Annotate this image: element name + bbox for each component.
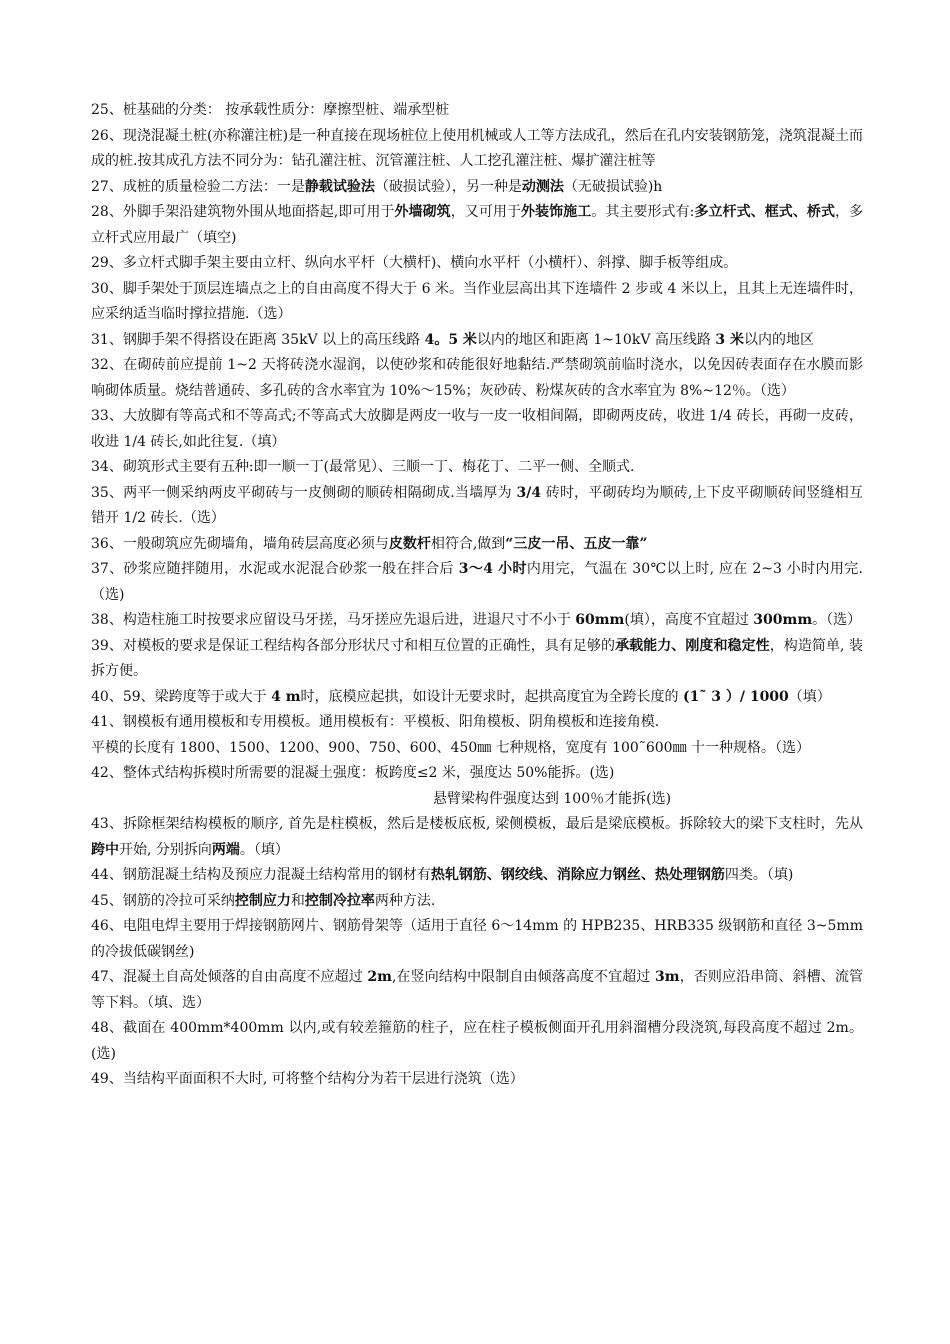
text-run: 36、一般砌筑应先砌墙角，墙角砖层高度必须与 [91, 535, 389, 552]
text-run: 49、当结构平面面积不大时, 可将整个结构分为若干层进行浇筑（选） [91, 1071, 524, 1087]
bold-text: 跨中 [91, 841, 119, 858]
paragraph-item [91, 787, 863, 813]
text-run: ，多立杆式应用最广（填空) [91, 204, 864, 246]
paragraph-item [91, 685, 863, 711]
bold-text: 4 m [271, 688, 301, 705]
text-run: 。其主要形式有: [591, 204, 695, 220]
bold-text: 承载能力、刚度和稳定性 [615, 637, 770, 654]
paragraph-item [91, 277, 863, 328]
paragraph-item [91, 889, 863, 915]
bold-text: 控制冷拉率 [304, 892, 375, 909]
text-run: （无破损试验)h [563, 178, 663, 195]
text-run: 28、外脚手架沿建筑物外围从地面搭起,即可用于 [91, 204, 395, 220]
text-run: 。（填） [239, 841, 289, 858]
text-run: 26、现浇混凝土桩(亦称灌注桩)是一种直接在现场桩位上使用机械或人工等方法成孔，然后在孔内安装钢筋笼，浇筑混凝土而成的桩.按其成孔方法不同分为：钻孔灌注桩、沉管灌注桩、人工挖孔灌注桩、爆扩灌注桩等 [91, 127, 863, 169]
paragraph-item [91, 98, 863, 124]
text-run: (填），高度不宜超过 [624, 612, 754, 628]
paragraph-item [91, 608, 863, 634]
text-run: ，否则应沿串筒、斜槽、流管等下料。（填、选） [91, 969, 864, 1011]
text-run: 开始, 分别拆向 [119, 841, 212, 858]
paragraph-item [91, 353, 863, 404]
text-run: 47、混凝土自高处倾落的自由高度不应超过 [91, 969, 368, 985]
text-run: ，又可用于 [450, 204, 521, 220]
text-run: ,在竖向结构中限制自由倾落高度不宜超过 [391, 969, 656, 985]
paragraph-item [91, 557, 863, 608]
bold-text: 300mm [753, 612, 813, 628]
text-run: ，构造简单, 装拆方便。 [91, 637, 863, 679]
text-run: 34、砌筑形式主要有五种:即一顺一丁(最常见）、三顺一丁、梅花丁、二平一侧、全顺式. [91, 459, 635, 475]
paragraph-item [91, 965, 863, 1016]
bold-text: 皮数杆 [388, 535, 431, 552]
bold-text: 静载试验法 [304, 178, 375, 195]
paragraph-item [91, 328, 863, 354]
bold-text: 4。5 米 [424, 331, 477, 348]
text-run: 35、两平一侧采纳两皮平砌砖与一皮侧砌的顺砖相隔砌成.当墙厚为 [91, 484, 517, 501]
text-run: 平模的长度有 1800、1500、1200、900、750、600、450㎜ 七种规格，宽度有 100˜600㎜ 十一种规格。（选） [91, 739, 811, 756]
text-run: 内用完，气温在 30℃以上时, 应在 2~3 小时内用完.（选) [91, 561, 864, 603]
text-run: 32、在砌砖前应提前 1~2 天将砖浇水湿润，以使砂浆和砖能很好地黏结.严禁砌筑前临时浇水，以免因砖表面存在水膜而影响砌体质量。烧结普通砖、多孔砖的含水率宜为 10%～15%；灰砂砖、粉煤灰砖的含水率宜为 8%~12％。（选） [91, 357, 863, 399]
bold-text: 2m [367, 969, 392, 985]
paragraph-item [91, 251, 863, 277]
document-page [91, 98, 863, 1093]
paragraph-item [91, 634, 863, 685]
text-run: 以内的地区和距离 1~10kV 高压线路 [476, 331, 716, 348]
bold-text: 控制应力 [234, 892, 291, 909]
text-run: 45、钢筋的冷拉可采纳 [91, 892, 235, 909]
text-run: 四类。（填) [724, 867, 794, 883]
text-run: （填） [788, 688, 831, 705]
text-run: 时，底模应起拱，如设计无要求时，起拱高度宜为全跨长度的 [300, 688, 683, 705]
paragraph-item [91, 1016, 863, 1067]
bold-text: 外装饰施工 [521, 204, 592, 220]
text-run: 42、整体式结构拆模时所需要的混凝土强度：板跨度≤2 米，强度达 50%能拆。(选) [91, 765, 615, 781]
paragraph-item [91, 404, 863, 455]
paragraph-item [91, 481, 863, 532]
bold-text: 3～4 小时 [458, 561, 527, 577]
text-run: 48、截面在 400mm*400mm 以内,或有较差箍筋的柱子，应在柱子模板侧面开孔用斜溜槽分段浇筑,每段高度不超过 2m。(选) [91, 1020, 863, 1062]
bold-text: “三皮一吊、五皮一靠” [505, 535, 648, 552]
text-run: 29、多立杆式脚手架主要由立杆、纵向水平杆（大横杆)、横向水平杆（小横杆）、斜撑、脚手板等组成。 [91, 255, 738, 271]
text-run: 37、砂浆应随拌随用，水泥或水泥混合砂浆一般在拌合后 [91, 561, 459, 577]
text-run: 两种方法. [374, 892, 436, 909]
paragraph-item [91, 736, 863, 762]
bold-text: 3 米 [715, 331, 744, 348]
text-run: 46、电阻电焊主要用于焊接钢筋网片、钢筋骨架等（适用于直径 6～14mm 的 HPB235、HRB335 级钢筋和直径 3~5mm 的冷拔低碳钢丝) [91, 918, 863, 960]
text-run: 41、钢模板有通用模板和专用模板。通用模板有：平模板、阳角模板、阴角模板和连接角模. [91, 714, 660, 730]
paragraph-item [91, 455, 863, 481]
bold-text: 动测法 [521, 178, 564, 195]
text-run: 38、构造柱施工时按要求应留设马牙搓，马牙搓应先退后进，进退尺寸不小于 [91, 612, 576, 628]
bold-text: 60mm [575, 612, 625, 628]
text-run: 。（选） [812, 612, 862, 628]
paragraph-item [91, 761, 863, 787]
text-run: 悬臂梁构件强度达到 100％才能拆(选) [432, 790, 672, 807]
bold-text: (1˜ 3 ）/ 1000 [682, 688, 789, 705]
bold-text: 热轧钢筋、钢绞线、消除应力钢丝、热处理钢筋 [430, 867, 725, 883]
text-run: 27、成桩的质量检验二方法：一是 [91, 178, 305, 195]
text-run: 30、脚手架处于顶层连墙点之上的自由高度不得大于 6 米。当作业层高出其下连墙件 2 步或 4 米以上，且其上无连墙件时，应采纳适当临时撑拉措施.（选） [91, 280, 863, 322]
paragraph-item [91, 175, 863, 201]
paragraph-item [91, 710, 863, 736]
bold-text: 外墙砌筑 [394, 204, 451, 220]
paragraph-item [91, 124, 863, 175]
bold-text: 3/4 [516, 484, 542, 501]
text-run: 31、钢脚手架不得搭设在距离 35kV 以上的高压线路 [91, 331, 425, 348]
text-run: 砖时，平砌砖均为顺砖,上下皮平砌顺砖间竖缝相互错开 1/2 砖长.（选） [91, 484, 863, 526]
paragraph-item [91, 200, 863, 251]
text-run: 39、对模板的要求是保证工程结构各部分形状尺寸和相互位置的正确性，具有足够的 [91, 637, 616, 654]
paragraph-item [91, 532, 863, 558]
text-run: 25、桩基础的分类： 按承载性质分：摩擦型桩、端承型桩 [91, 102, 450, 118]
text-run: 40、59、梁跨度等于或大于 [91, 688, 272, 705]
text-run: 相符合,做到 [430, 535, 506, 552]
text-run: 43、拆除框架结构模板的顺序, 首先是柱模板，然后是楼板底板, 梁侧模板，最后是梁底模板。拆除较大的梁下支柱时，先从 [91, 816, 863, 832]
text-run: 33、大放脚有等高式和不等高式;不等高式大放脚是两皮一收与一皮一收相间隔，即砌两皮砖，收进 1/4 砖长，再砌一皮砖，收进 1/4 砖长,如此往复.（填） [91, 408, 863, 450]
bold-text: 两端 [211, 841, 240, 858]
text-run: 和 [290, 892, 305, 909]
paragraph-item [91, 914, 863, 965]
paragraph-item [91, 863, 863, 889]
text-run: 44、钢筋混凝土结构及预应力混凝土结构常用的钢材有 [91, 867, 431, 883]
paragraph-item [91, 1067, 863, 1093]
bold-text: 3m [655, 969, 680, 985]
bold-text: 多立杆式、框式、桥式 [694, 204, 835, 220]
paragraph-item [91, 812, 863, 863]
text-run: （破损试验），另一种是 [374, 178, 522, 195]
text-run: 以内的地区 [743, 331, 814, 348]
